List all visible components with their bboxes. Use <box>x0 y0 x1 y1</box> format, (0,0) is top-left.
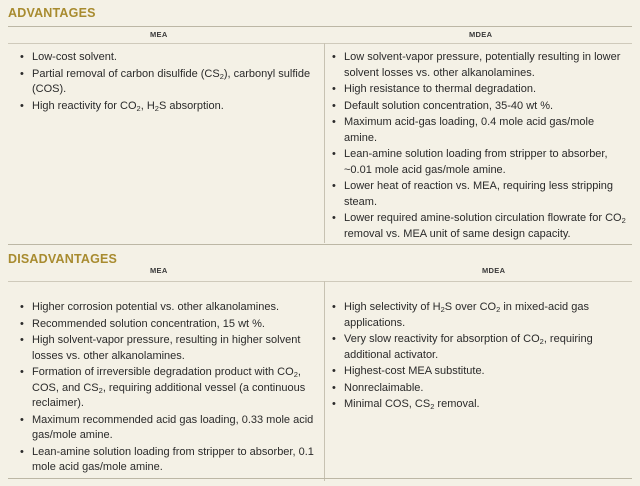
list-item <box>330 147 630 178</box>
list-item <box>18 50 318 66</box>
list-item-text: removal. <box>434 398 480 410</box>
list-item-text: Maximum acid-gas loading, 0.4 mole acid gas/mole amine. <box>344 116 595 144</box>
list-item <box>330 115 630 146</box>
list-item <box>330 179 630 210</box>
list-item-text: , requiring additional activator. <box>344 333 593 361</box>
disadvantages-column-divider <box>324 281 325 481</box>
disadvantages-bottom-rule <box>8 478 632 479</box>
disadvantages-mea-header: MEA <box>150 266 168 275</box>
list-item <box>330 381 630 397</box>
list-item-text: Recommended solution concentration, 15 wt %. <box>32 317 265 330</box>
list-item-text: , COS, and CS <box>32 366 301 394</box>
list-item-text: removal vs. MEA unit of same design capacity. <box>344 227 571 240</box>
list-item <box>18 99 318 115</box>
list-item-text: Default solution concentration, 35-40 wt %. <box>344 99 554 112</box>
list-item <box>330 99 630 115</box>
list-item-text: Highest-cost MEA substitute. <box>344 365 485 377</box>
list-item-text: Nonreclaimable. <box>344 381 424 394</box>
list-item <box>18 317 318 333</box>
subscript: 2 <box>440 305 445 314</box>
list-item-text: High resistance to thermal degradation. <box>344 83 536 95</box>
list-item <box>18 333 318 364</box>
list-item <box>18 67 318 98</box>
subscript: 2 <box>293 370 298 379</box>
list-item <box>330 332 630 363</box>
subscript: 2 <box>154 103 159 113</box>
list-item-text: in mixed-acid gas applications. <box>344 301 589 329</box>
list-item <box>330 300 630 331</box>
list-item <box>330 364 630 380</box>
list-item-text: , H <box>140 99 155 112</box>
list-item <box>18 413 318 444</box>
list-item <box>330 211 630 242</box>
list-item <box>330 50 630 81</box>
list-item <box>330 397 630 413</box>
list-item-text: Lean-amine solution loading from stripper to absorber, 0.1 mole acid gas/mole amine. <box>32 445 314 473</box>
subscript: 2 <box>430 402 435 411</box>
list-item-text: Higher corrosion potential vs. other alkanolamines. <box>32 301 280 313</box>
list-item-text: Maximum recommended acid gas loading, 0.33 mole acid gas/mole amine. <box>32 413 314 441</box>
list-item-text: S over CO <box>444 301 497 313</box>
list-item-text: Lower required amine-solution circulation flowrate for CO <box>344 212 622 224</box>
advantages-mdea-list <box>330 50 630 243</box>
subscript: 2 <box>136 103 141 113</box>
advantages-mea-header: MEA <box>150 30 168 39</box>
list-item <box>18 445 318 476</box>
advantages-column-divider <box>324 43 325 243</box>
subscript: 2 <box>496 305 501 314</box>
list-item-text: Lean-amine solution loading from stripper to absorber, ~0.01 mole acid gas/mole amine. <box>344 148 608 176</box>
disadvantages-mea-list <box>18 300 318 477</box>
list-item <box>330 82 630 98</box>
list-item-text: Minimal COS, CS <box>344 398 431 410</box>
list-item-text: ), carbonyl sulfide (COS). <box>32 67 311 95</box>
advantages-bottom-rule <box>8 244 632 245</box>
advantages-mea-list <box>18 50 318 115</box>
disadvantages-mdea-header: MDEA <box>482 266 506 275</box>
list-item-text: Low-cost solvent. <box>32 51 117 63</box>
disadvantages-mdea-list <box>330 300 630 414</box>
subscript: 2 <box>219 71 224 81</box>
disadvantages-heading: DISADVANTAGES <box>8 252 118 266</box>
advantages-top-rule <box>8 26 632 27</box>
list-item <box>18 365 318 412</box>
list-item-text: Lower heat of reaction vs. MEA, requiring less stripping steam. <box>344 180 614 208</box>
subscript: 2 <box>98 385 103 395</box>
list-item-text: High reactivity for CO <box>32 99 137 112</box>
advantages-mdea-header: MDEA <box>469 30 493 39</box>
list-item-text: S absorption. <box>158 99 224 112</box>
list-item-text: Very slow reactivity for absorption of CO <box>344 333 540 345</box>
list-item-text: High solvent-vapor pressure, resulting in higher solvent losses vs. other alkanolamines. <box>32 334 301 362</box>
list-item-text: High selectivity of H <box>344 301 441 313</box>
list-item-text: , requiring additional vessel (a continuous reclaimer). <box>32 381 306 409</box>
subscript: 2 <box>539 337 544 346</box>
advantages-header-rule <box>8 43 632 44</box>
list-item-text: Low solvent-vapor pressure, potentially resulting in lower solvent losses vs. other alkanolamines. <box>344 51 621 79</box>
advantages-heading: ADVANTAGES <box>8 6 96 20</box>
list-item <box>18 300 318 316</box>
disadvantages-header-rule <box>8 281 632 282</box>
subscript: 2 <box>621 216 626 225</box>
list-item-text: Formation of irreversible degradation product with CO <box>32 366 294 378</box>
list-item-text: Partial removal of carbon disulfide (CS <box>32 67 220 80</box>
